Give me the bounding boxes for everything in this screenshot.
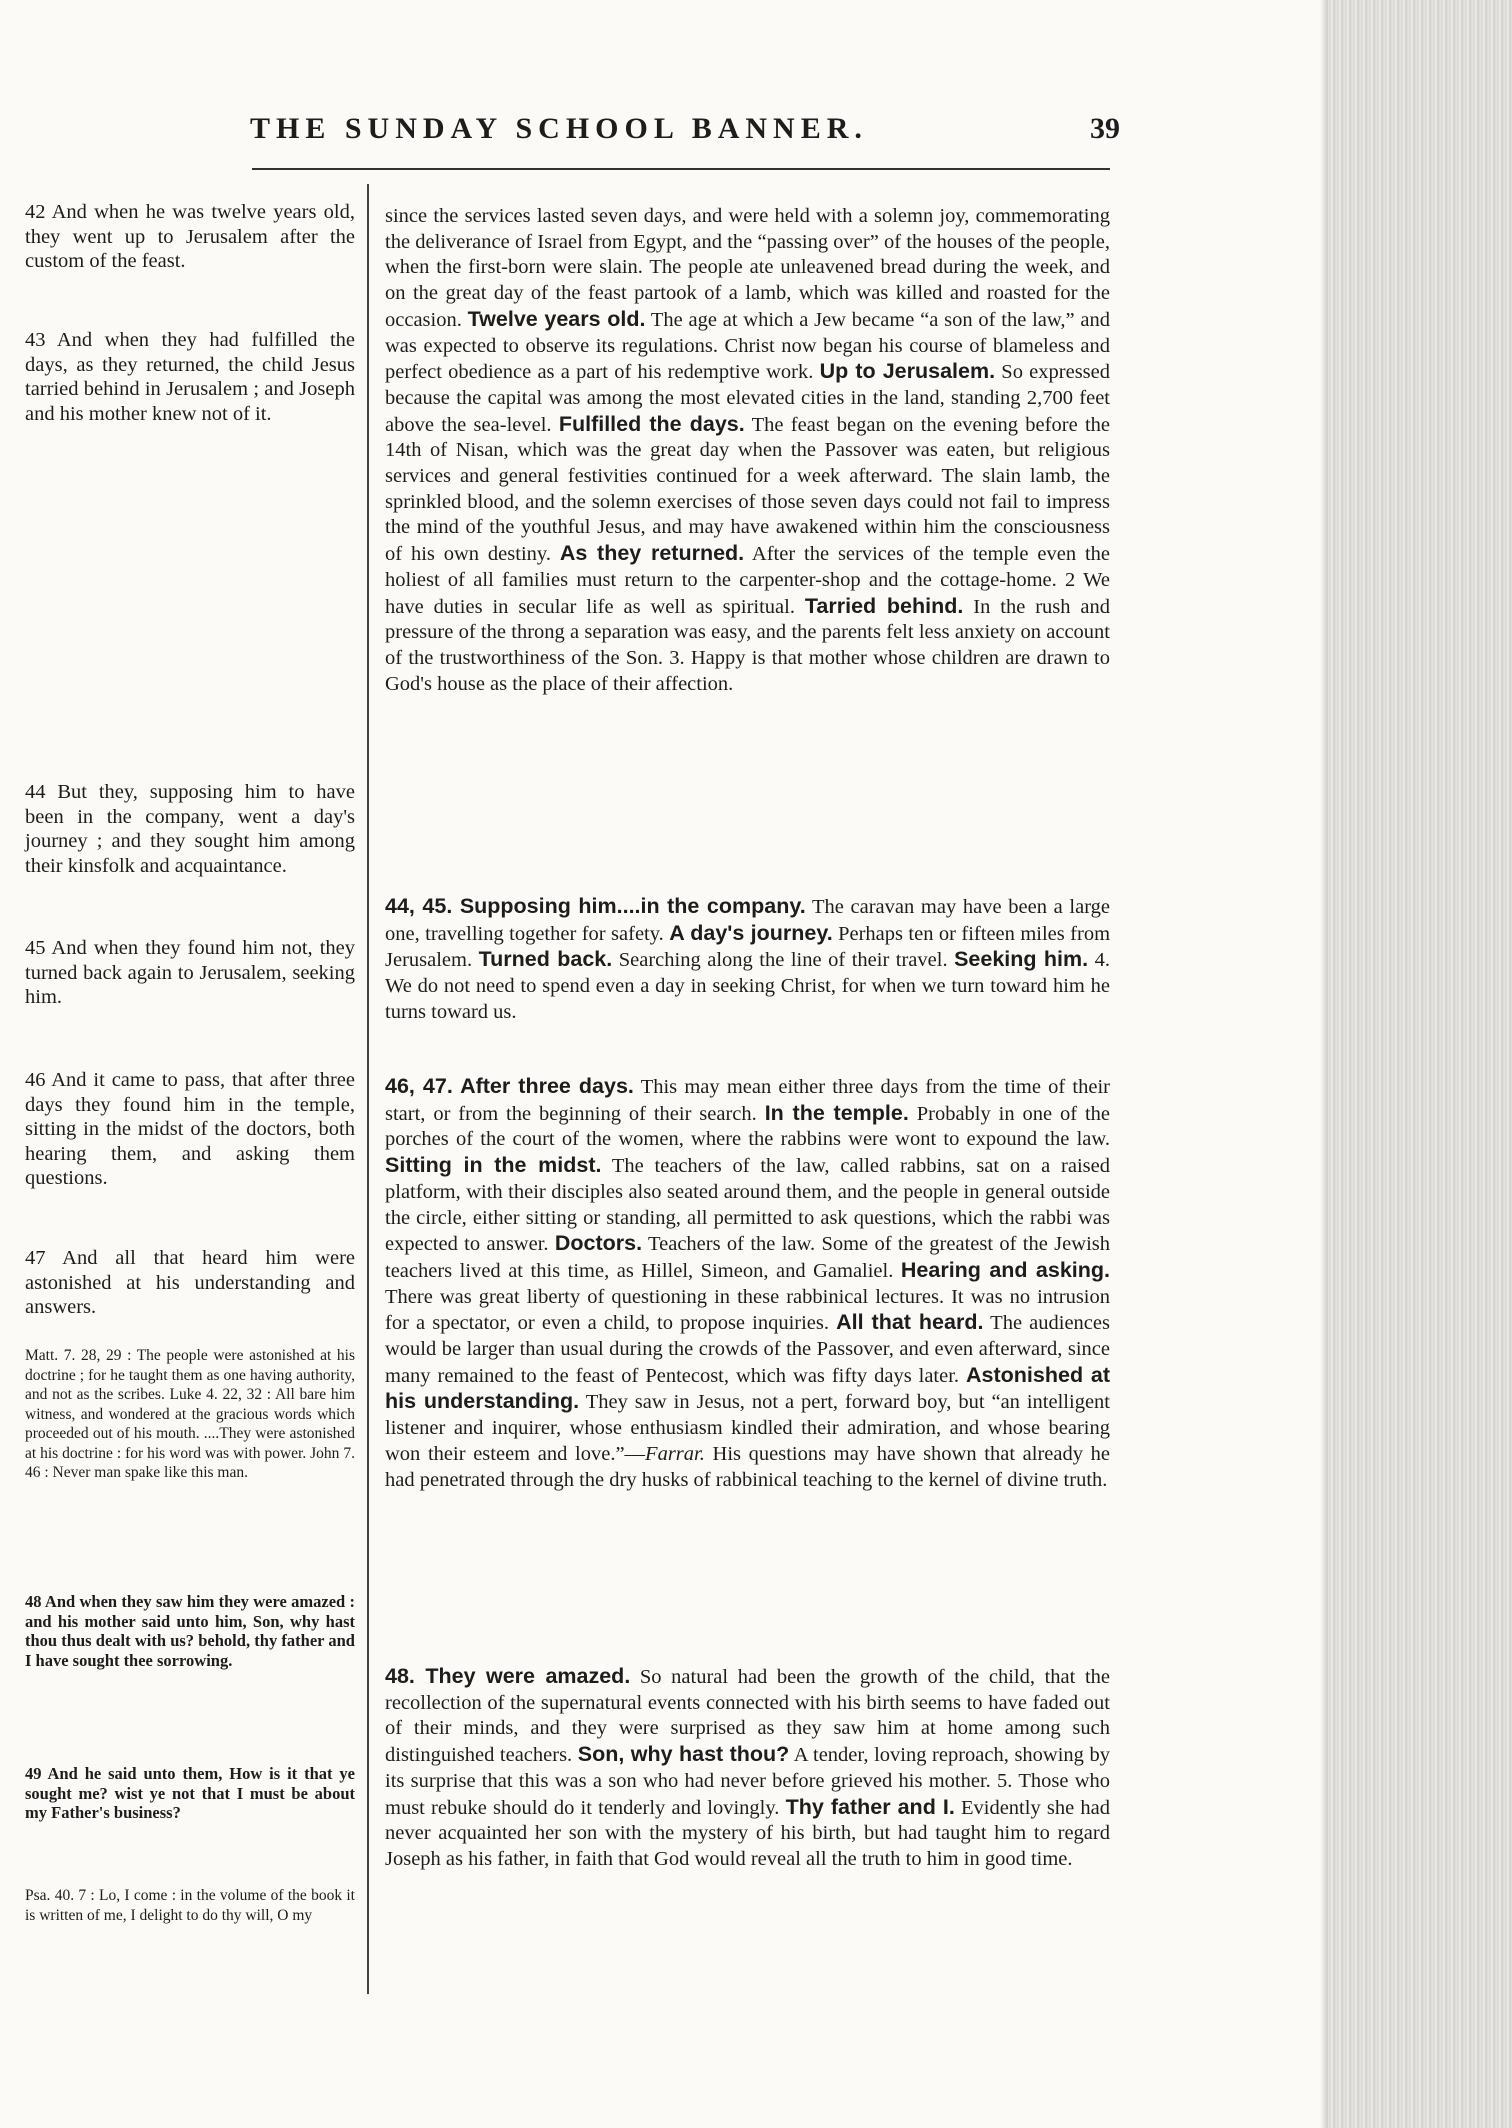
commentary-text: The audiences would be larger than usual during the crowds of the Passover, and even afterward, since many remained to the feast of Pentecost, which was fifty days later.	[385, 1312, 1110, 1387]
commentary-keyword: A day's journey.	[669, 920, 833, 945]
commentary-keyword: Astonished at his understanding.	[385, 1362, 1111, 1414]
commentary-keyword: As they returned.	[559, 541, 745, 566]
verse-42: 42 And when he was twelve years old, they went up to Jerusalem after the custom of the feast.	[25, 201, 355, 272]
commentary-text: Perhaps ten or fifteen miles from Jerusalem.	[385, 922, 1111, 972]
commentary-text: After the services of the temple even the holiest of all families must return to the carpenter-shop and the cottage-home. 2 We have duties in secular life as well as spiritual.	[385, 543, 1110, 618]
commentary-keyword: All that heard.	[836, 1310, 984, 1335]
commentary-text: In the rush and pressure of the throng a separation was easy, and the parents felt less anxiety on account of the trustworthiness of the Son. 3. Happy is that mother whose children are drawn to God's house as the place of their affection.	[385, 595, 1110, 695]
verse-48: 48 And when they saw him they were amazed : and his mother said unto him, Son, why hast thou thus dealt with us? behold, thy father and I have sought thee sorrowing.	[25, 1592, 355, 1670]
commentary-keyword: Sitting in the midst.	[385, 1153, 602, 1178]
commentary-keyword: Hearing and asking.	[900, 1257, 1110, 1282]
commentary-text: Teachers of the law. Some of the greatest of the Jewish teachers lived at this time, as Hillel, Simeon, and Gamaliel.	[385, 1233, 1110, 1282]
verse-43: 43 And when they had fulfilled the days, as they returned, the child Jesus tarried behind in Jerusalem ; and Joseph and his mother knew not of it.	[25, 329, 355, 425]
verse-46: 46 And it came to pass, that after three days they found him in the temple, sitting in the midst of the doctors, both hearing them, and asking them questions.	[25, 1069, 355, 1189]
commentary-keyword: Doctors.	[554, 1231, 643, 1256]
cross-reference-1: Matt. 7. 28, 29 : The people were astonished at his doctrine ; for he taught them as one having authority, and not as the scribes. Luke 4. 22, 32 : All bare him witness, and wondered at the gracious words which proceeded out of his mouth. ....They were astonished at his doctrine : for his word was with power. John 7. 46 : Never man spake like this man.	[25, 1347, 355, 1481]
commentary-text: A tender, loving reproach, showing by its surprise that this was a son who had never before grieved his mother. 5. Those who must rebuke should do it tenderly and lovingly.	[385, 1744, 1110, 1819]
page-number: 39	[1090, 112, 1120, 145]
running-header	[250, 112, 1120, 152]
commentary-text: since the services lasted seven days, and were held with a solemn joy, commemorating the deliverance of Israel from Egypt, and the “passing over” of the houses of the people, when the first-born were slain. The people ate unleavened bread during the week, and on the great day of the feast partook of a lamb, which was killed and roasted for the occasion.	[385, 205, 1110, 331]
citation: Farrar.	[645, 1442, 705, 1465]
commentary-text: So natural had been the growth of the child, that the recollection of the supernatural events connected with his birth seems to have faded out of their minds, and they were surprised as they saw him at home among such distinguished teachers.	[385, 1666, 1110, 1767]
commentary-keyword: Turned back.	[478, 947, 613, 972]
commentary-keyword: In the temple.	[764, 1100, 909, 1125]
commentary-text: The feast began on the evening before the 14th of Nisan, which was the great day when the Passover was eaten, but religious services and general festivities continued for a week afterward. The slain lamb, the sprinkled blood, and the solemn exercises of those seven days could not fail to impress the mind of the youthful Jesus, and may have awakened within him the consciousness of his own destiny.	[385, 413, 1110, 566]
commentary-paragraph-4	[385, 1664, 1110, 1873]
commentary-text: This may mean either three days from the time of their start, or from the beginning of their search.	[385, 1076, 1110, 1125]
commentary-keyword: Son, why hast thou?	[577, 1742, 790, 1767]
commentary-text: There was great liberty of questioning in these rabbinical lectures. It was no intrusion for a spectator, or even a child, to propose inquiries.	[385, 1285, 1110, 1335]
commentary-paragraph-2	[385, 894, 1110, 1026]
verse-49: 49 And he said unto them, How is it that ye sought me? wist ye not that I must be about my Father's business?	[25, 1764, 355, 1822]
commentary-text: The age at which a Jew became “a son of the law,” and was expected to observe its regulations. Christ now began his course of blameless and perfect obedience as a part of his redemptive work.	[385, 308, 1110, 384]
commentary-keyword: 44, 45. Supposing him....in the company.	[385, 894, 806, 918]
commentary-keyword: Fulfilled the days.	[558, 411, 745, 436]
commentary-text: They saw in Jesus, not a pert, forward boy, but “an intelligent listener and inquirer, whose enthusiasm kindled their admiration, and whose bearing won their esteem and love.”—	[385, 1391, 1110, 1465]
verse-47: 47 And all that heard him were astonished at his understanding and answers.	[25, 1247, 355, 1318]
commentary-text: Searching along the line of their travel.	[612, 949, 955, 972]
commentary-text: The caravan may have been a large one, travelling together for safety.	[385, 896, 1110, 945]
commentary-keyword: 46, 47. After three days.	[385, 1074, 634, 1098]
commentary-text: Evidently she had never acquainted her son with the mystery of his birth, but had taught him to regard Joseph as his father, in faith that God would reveal all the truth to him in good time.	[385, 1796, 1110, 1870]
column-divider	[367, 184, 369, 1994]
commentary-keyword: Tarried behind.	[804, 593, 964, 618]
commentary-text: His questions may have shown that already he had penetrated through the dry husks of rabbinical teaching to the kernel of divine truth.	[385, 1442, 1110, 1491]
commentary-text: The teachers of the law, called rabbins, sat on a raised platform, with their disciples also seated around them, and the people in general outside the circle, either sitting or standing, all permitted to ask questions, which the rabbi was expected to answer.	[385, 1155, 1110, 1256]
verse-44: 44 But they, supposing him to have been in the company, went a day's journey ; and they sought him among their kinsfolk and acquaintance.	[25, 781, 355, 877]
commentary-text: So expressed because the capital was among the most elevated cities in the land, standing 2,700 feet above the sea-level.	[385, 361, 1111, 436]
commentary-keyword: Twelve years old.	[467, 306, 646, 331]
commentary-keyword: Seeking him.	[954, 947, 1089, 972]
commentary-keyword: Thy father and I.	[785, 1794, 955, 1819]
header-rule	[252, 168, 1110, 170]
commentary-text: Probably in one of the porches of the court of the women, where the rabbins were wont to expound the law.	[385, 1102, 1110, 1151]
commentary-keyword: 48. They were amazed.	[385, 1664, 631, 1688]
commentary-paragraph-1	[385, 204, 1110, 697]
verse-45: 45 And when they found him not, they turned back again to Jerusalem, seeking him.	[25, 937, 355, 1008]
commentary-text: 4. We do not need to spend even a day in seeking Christ, for when we turn toward him he turns toward us.	[385, 949, 1110, 1023]
journal-title: THE SUNDAY SCHOOL BANNER.	[250, 112, 868, 145]
book-page-edges	[1328, 0, 1512, 2128]
cross-reference-2: Psa. 40. 7 : Lo, I come : in the volume of the book it is written of me, I delight to do thy will, O my	[25, 1887, 355, 1924]
commentary-paragraph-3	[385, 1074, 1110, 1493]
commentary-keyword: Up to Jerusalem.	[819, 359, 996, 384]
